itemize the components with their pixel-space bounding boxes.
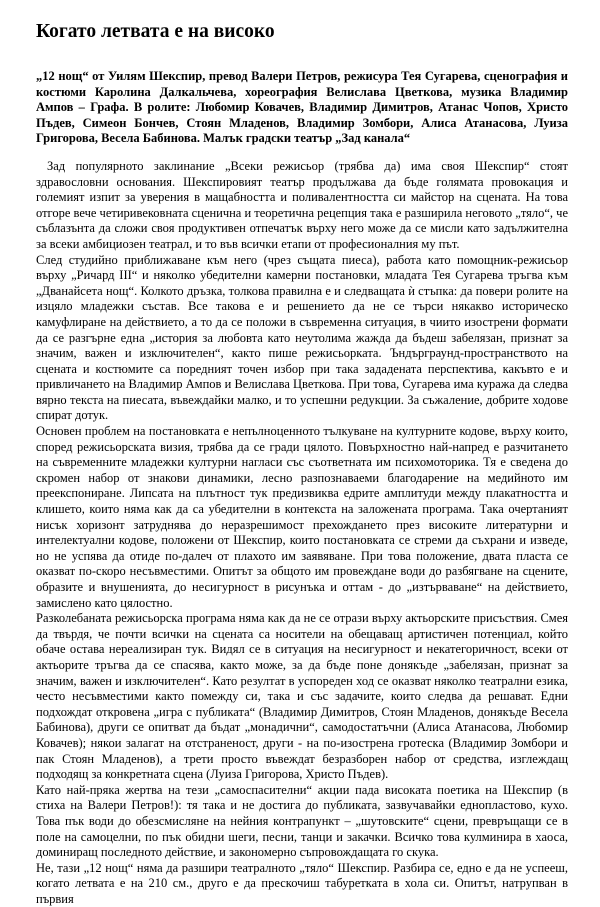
paragraph-1: Зад популярното заклинание „Всеки режисьор (трябва да) има своя Шекспир“ стоят здравословни основания. Шекспировият театър продължава да бъде голямата провокация и големият изпит за уверения в мащабността и поливалентността си майстор на сцената. На това отгоре вече четиривековната сценична и теоретична рецепция така е разширила неговото „тяло“, че съблазънта да сложи своя продуктивен отпечатък върху него може да се мисли като задължителна за всеки амбициозен театрал, и то във всички етапи от професионалния му път. [36,158,569,251]
article-title: Когато летвата е на високо [36,21,275,42]
paragraph-2: След студийно приближаване към него (чрез същата пиеса), работа като помощник-режисьор върху „Ричард III“ и няколко убедителни камерни постановки, младата Тея Сугарева тръгва към „Дванайсета нощ“. Колкото дръзка, толкова правилна е и следващата ѝ стъпка: да повери ролите на изцяло младежки състав. Все такова е и решението да не се търси някакво историческо камуфлиране на действието, а то да се положи в съвременна ситуация, в чиито изострени формати да се разгърне една „история за любовта като неутолима жажда да бъдеш забелязан, признат за значим, важен и изключителен“, както пише режисьорката. Ъндърграунд-пространството на сцената и костюмите са поредният точен избор при така зададената перспектива, какъвто е и привличането на Владимир Ампов и Велислава Цветкова. При това, Сугарева има куража да следва вярно текста на пиесата, въвеждайки малко, и то успешни редукции. За съжаление, добрите ходове спират дотук. [36,252,568,423]
paragraph-4: Разколебаната режисьорска програма няма как да не се отрази върху актьорските присъствия. Смея да твърдя, че почти всички на сцената са носители на обещаващ артистичен потенциал, който обаче остава нереализиран тук. Видял се в ситуация на несигурност и некатегоричност, всеки от актьорите тръгва да се спасява, както може, за да бъде поне донякъде „забелязан, признат за значим, важен и изключителен“. Като резултат в успореден ход се оказват няколко театрални езика, често несъвместими както помежду си, така и със задачите, които следва да решават. Едни подхождат откровена „игра с публиката“ (Владимир Димитров, Стоян Младенов, донякъде Весела Бабинова), други се опитват да бъдат „монадични“, самодостатъчни (Алиса Атанасова, Любомир Ковачев); някои залагат на отстраненост, други - на по-изострена гротеска (Владимир Зомбори и пак Стоян Младенов), а трети просто въвеждат безразборен набор от средства, изглеждащ подходящ за конкретната сцена (Луиза Григорова, Христо Пъдев). [36,611,568,782]
paragraph-6: Не, тази „12 нощ“ няма да разшири театралното „тяло“ Шекспир. Разбира се, едно е да не успееш, когато летвата е на 210 см., друго е да прескочиш табуретката в хола си. Опитът, натрупван в първия [36,860,568,906]
production-credits: „12 нощ“ от Уилям Шекспир, превод Валери Петров, режисура Тея Сугарева, сценография и костюми Каролина Далкальчева, хореография Велислава Цветкова, музика Владимир Ампов – Графа. В ролите: Любомир Ковачев, Владимир Димитров, Атанас Чопов, Христо Пъдев, Симеон Бончев, Стоян Младенов, Владимир Зомбори, Алиса Атанасова, Луиза Григорова, Весела Бабинова. Малък градски театър „Зад канала“ [36,69,568,146]
article [36,20,569,906]
paragraph-3: Основен проблем на постановката е непълноценното тълкуване на културните кодове, върху които, според режисьорската визия, трябва да се гради цялото. Повърхностно най-напред е разчитането на съвременните младежки културни нагласи със съответната им психомоторика. Тя е сведена до скромен набор от знакови динамики, лесно разпознаваеми благодарение на медийното им преекспониране. Липсата на плътност тук предизвиква едрите амплитуди между плакатността и клишето, които няма как да са убедителни в контекста на заложената програма. Така очертаният нисък хоризонт затруднява до неразрешимост прехождането през високите литературни и интелектуални кодове, положени от Шекспир, които постановката се стреми да съхрани и изведе, но не успява да отиде по-далеч от плахото им заявяване. При това положение, двата пласта се оказват по-скоро несъвместими. Опитът за общото им провеждане води до разбягване на сцените, образите и внушенията, до несигурност в рисунъка и оттам - до „изтърваване“ на действието, замислено като цялостно. [36,424,568,610]
paragraph-5: Като най-пряка жертва на тези „самоспасителни“ акции пада високата поетика на Шекспир (в стиха на Валери Петров!): тя така и не достига до публиката, зазвучавайки еднопластово, кухо. Това пък води до обезсмисляне на нейния контрапункт – „шутовските“ сцени, превръщащи се в поле на самоцелни, по пък обидни шеги, песни, танци и закачки. Всичко това кулминира в хаоса, доминиращ последното действие, и закономерно съпровождащата го скука. [36,782,568,860]
article-body [36,159,568,907]
